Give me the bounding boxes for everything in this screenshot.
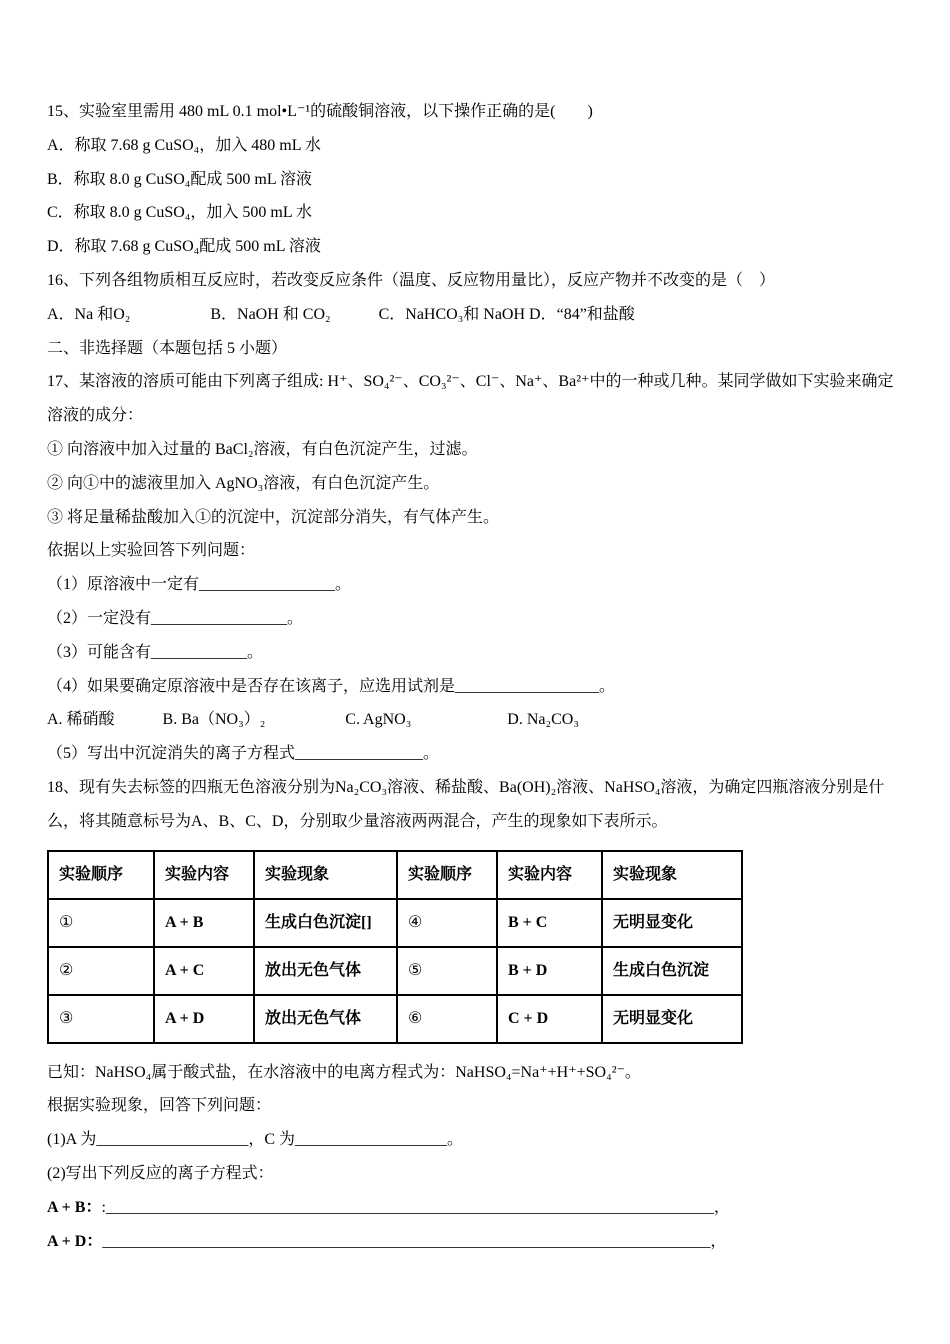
q15-option-d: D．称取 7.68 g CuSO₄配成 500 mL 溶液: [47, 238, 321, 256]
section-title: 二、非选择题（本题包括 5 小题）: [47, 339, 288, 357]
table-cell-result: 放出无色气体: [254, 995, 397, 1043]
table-cell-result: 放出无色气体: [254, 947, 397, 995]
table-row: [48, 995, 742, 1043]
table-cell-content: B + D: [497, 947, 602, 995]
table-cell-order: ⑤: [397, 947, 497, 995]
q17-blank-4: （4）如果要确定原溶液中是否存在该离子，应选用试剂是__________________。: [47, 677, 616, 695]
table-cell-order: ②: [48, 947, 154, 995]
q17-blank-1: （1）原溶液中一定有_________________。: [47, 576, 352, 594]
q17-stem: 17、某溶液的溶质可能由下列离子组成: H⁺、SO₄²⁻、CO₃²⁻、Cl⁻、Na⁺、Ba²⁺中的一种或几种。某同学做如下实验来确定溶液的成分：: [47, 373, 894, 425]
table-header-content-2: 实验内容: [497, 851, 602, 899]
table-row: [48, 899, 742, 947]
table-row: [48, 947, 742, 995]
q15-option-b: B．称取 8.0 g CuSO₄配成 500 mL 溶液: [47, 170, 313, 188]
table-header-order-2: 实验顺序: [397, 851, 497, 899]
table-cell-content: C + D: [497, 995, 602, 1043]
q17-step-2: ② 向①中的滤液里加入 AgNO₃溶液，有白色沉淀产生。: [47, 474, 440, 492]
table-header-content-1: 实验内容: [154, 851, 254, 899]
table-cell-result: 生成白色沉淀[]: [254, 899, 397, 947]
table-cell-result: 无明显变化: [602, 899, 742, 947]
table-header-result-2: 实验现象: [602, 851, 742, 899]
q17-prompt: 依据以上实验回答下列问题：: [47, 542, 256, 560]
q17-step-3: ③ 将足量稀盐酸加入①的沉淀中，沉淀部分消失，有气体产生。: [47, 508, 500, 526]
q15-option-c: C．称取 8.0 g CuSO₄，加入 500 mL 水: [47, 204, 313, 222]
q17-reagent-options: A. 稀硝酸 B. Ba（NO₃）₂ C. AgNO₃ D. Na₂CO₃: [47, 711, 579, 729]
table-cell-order: ④: [397, 899, 497, 947]
q16-stem: 16、下列各组物质相互反应时，若改变反应条件（温度、反应物用量比），反应产物并不改变的是（ ）: [47, 271, 776, 289]
q15-stem: 15、实验室里需用 480 mL 0.1 mol•L⁻¹的硫酸铜溶液，以下操作正确的是( ): [47, 103, 593, 120]
q18-known: 已知：NaHSO₄属于酸式盐，在水溶液中的电离方程式为：NaHSO₄=Na⁺+H⁺+SO₄²⁻。: [47, 1063, 641, 1081]
experiment-table: [47, 850, 743, 1044]
table-cell-order: ①: [48, 899, 154, 947]
q18-stem: 18、现有失去标签的四瓶无色溶液分别为Na₂CO₃溶液、稀盐酸、Ba(OH)₂溶液、NaHSO₄溶液，为确定四瓶溶液分别是什么，将其随意标号为A、B、C、D，分别取少量溶液两两混合，产生的现象如下表所示。: [47, 778, 885, 830]
q18-equation-ab: [47, 1191, 906, 1225]
q18-equation-ad-label: A + D：: [47, 1232, 103, 1250]
q17-blank-2: （2）一定没有_________________。: [47, 609, 304, 627]
table-header-order-1: 实验顺序: [48, 851, 154, 899]
table-cell-content: A + B: [154, 899, 254, 947]
q17-blank-5: （5）写出中沉淀消失的离子方程式________________。: [47, 745, 440, 763]
q18-blank-1: (1)A 为___________________，C 为___________________。: [47, 1131, 464, 1149]
q15-option-a: A．称取 7.68 g CuSO₄，加入 480 mL 水: [47, 136, 321, 154]
table-cell-order: ③: [48, 995, 154, 1043]
table-header-row: [48, 851, 742, 899]
table-cell-result: 生成白色沉淀: [602, 947, 742, 995]
q17-blank-3: （3）可能含有____________。: [47, 643, 264, 661]
q17-step-1: ① 向溶液中加入过量的 BaCl₂溶液，有白色沉淀产生，过滤。: [47, 440, 478, 458]
q18-prompt: 根据实验现象，回答下列问题：: [47, 1097, 272, 1115]
q18-equation-ad: [47, 1225, 906, 1259]
table-header-result-1: 实验现象: [254, 851, 397, 899]
table-cell-content: A + D: [154, 995, 254, 1043]
q18-equation-ab-label: A + B：: [47, 1198, 102, 1216]
table-cell-order: ⑥: [397, 995, 497, 1043]
q18-equation-ad-blank: ____________________________________________________________________________，: [102, 1232, 727, 1250]
q16-options-line: A．Na 和O₂ B．NaOH 和 CO₂ C．NaHCO₃和 NaOH D．“84”和盐酸: [47, 305, 635, 323]
table-cell-result: 无明显变化: [602, 995, 742, 1043]
table-cell-content: A + C: [154, 947, 254, 995]
table-cell-content: B + C: [497, 899, 602, 947]
q18-blank-2-label: (2)写出下列反应的离子方程式：: [47, 1164, 274, 1182]
q18-equation-ab-blank: :____________________________________________________________________________，: [101, 1198, 730, 1216]
